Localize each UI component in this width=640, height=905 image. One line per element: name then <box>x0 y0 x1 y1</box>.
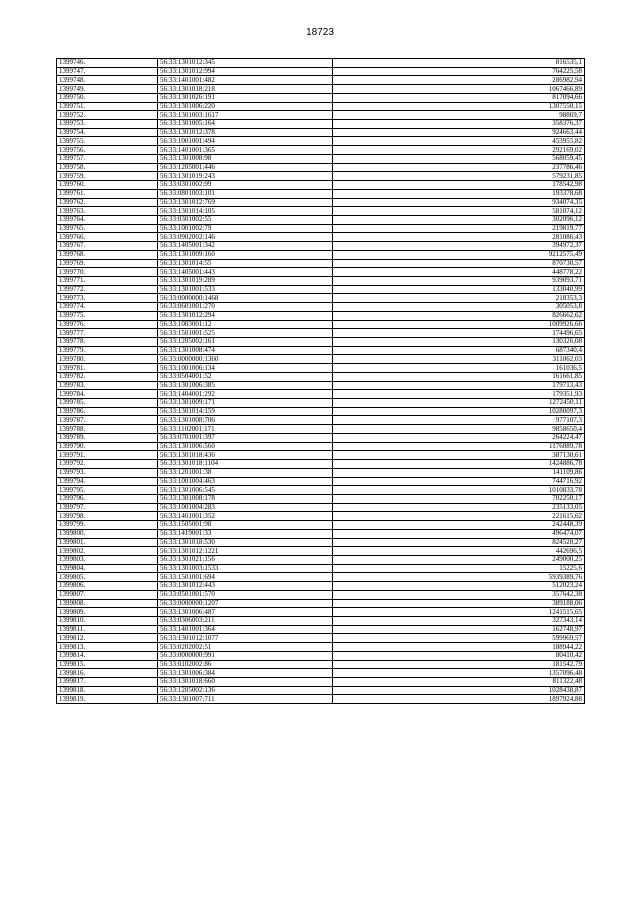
row-number-cell: 1399817. <box>57 678 158 687</box>
cadastral-value-cell: 193378,68 <box>333 189 585 198</box>
table-row <box>57 573 585 582</box>
cadastral-value-cell: 579231,85 <box>333 172 585 181</box>
row-number-cell: 1399791. <box>57 451 158 460</box>
table-row <box>57 503 585 512</box>
cadastral-number-cell: 56:33:1301018:218 <box>158 85 333 94</box>
table-row <box>57 329 585 338</box>
table-row <box>57 686 585 695</box>
table-row <box>57 643 585 652</box>
table-row <box>57 294 585 303</box>
row-number-cell: 1399764. <box>57 215 158 224</box>
table-row <box>57 224 585 233</box>
table-row <box>57 599 585 608</box>
cadastral-value-cell: 9858650,4 <box>333 425 585 434</box>
row-number-cell: 1399802. <box>57 547 158 556</box>
cadastral-number-cell: 56:33:1301012:378 <box>158 128 333 137</box>
row-number-cell: 1399785. <box>57 399 158 408</box>
cadastral-number-cell: 56:33:1301008:706 <box>158 416 333 425</box>
row-number-cell: 1399805. <box>57 573 158 582</box>
row-number-cell: 1399751. <box>57 102 158 111</box>
table-row <box>57 521 585 530</box>
cadastral-value-cell: 1067466,89 <box>333 85 585 94</box>
row-number-cell: 1399749. <box>57 85 158 94</box>
row-number-cell: 1399768. <box>57 250 158 259</box>
cadastral-value-cell: 1424886,78 <box>333 460 585 469</box>
cadastral-value-cell: 568059,45 <box>333 154 585 163</box>
cadastral-value-cell: 599969,57 <box>333 634 585 643</box>
cadastral-value-cell: 10280097,3 <box>333 407 585 416</box>
cadastral-value-cell: 824520,27 <box>333 538 585 547</box>
cadastral-number-cell: 56:33:1301018:1104 <box>158 460 333 469</box>
cadastral-value-cell: 305053,8 <box>333 303 585 312</box>
table-row <box>57 215 585 224</box>
table-row <box>57 67 585 76</box>
row-number-cell: 1399810. <box>57 617 158 626</box>
row-number-cell: 1399762. <box>57 198 158 207</box>
table-row <box>57 582 585 591</box>
cadastral-number-cell: 56:33:1505001:98 <box>158 521 333 530</box>
row-number-cell: 1399787. <box>57 416 158 425</box>
row-number-cell: 1399766. <box>57 233 158 242</box>
row-number-cell: 1399819. <box>57 695 158 704</box>
row-number-cell: 1399786. <box>57 407 158 416</box>
table-row <box>57 625 585 634</box>
cadastral-value-cell: 387130,61 <box>333 451 585 460</box>
cadastral-value-cell: 188944,22 <box>333 643 585 652</box>
table-row <box>57 486 585 495</box>
row-number-cell: 1399750. <box>57 93 158 102</box>
cadastral-value-cell: 286982,94 <box>333 76 585 85</box>
cadastral-number-cell: 56:33:1301009:160 <box>158 250 333 259</box>
row-number-cell: 1399773. <box>57 294 158 303</box>
cadastral-value-cell: 80410,42 <box>333 651 585 660</box>
table-row <box>57 651 585 660</box>
row-number-cell: 1399814. <box>57 651 158 660</box>
row-number-cell: 1399752. <box>57 111 158 120</box>
row-number-cell: 1399779. <box>57 346 158 355</box>
cadastral-number-cell: 56:33:1205002:161 <box>158 338 333 347</box>
cadastral-value-cell: 181542,79 <box>333 660 585 669</box>
cadastral-number-cell: 56:33:1301001:533 <box>158 285 333 294</box>
table-row <box>57 355 585 364</box>
table-row <box>57 477 585 486</box>
cadastral-number-cell: 56:33:1401001:482 <box>158 76 333 85</box>
row-number-cell: 1399748. <box>57 76 158 85</box>
cadastral-number-cell: 56:33:1001004:283 <box>158 503 333 512</box>
cadastral-number-cell: 56:33:1301012:994 <box>158 67 333 76</box>
table-row <box>57 233 585 242</box>
cadastral-value-cell: 302096,12 <box>333 215 585 224</box>
cadastral-value-cell: 1028438,87 <box>333 686 585 695</box>
cadastral-number-cell: 56:33:1301012:294 <box>158 311 333 320</box>
cadastral-value-cell: 512023,24 <box>333 582 585 591</box>
cadastral-number-cell: 56:33:0000000:1360 <box>158 355 333 364</box>
cadastral-number-cell: 56:33:1301003:1533 <box>158 564 333 573</box>
cadastral-number-cell: 56:33:1301019:243 <box>158 172 333 181</box>
row-number-cell: 1399792. <box>57 460 158 469</box>
row-number-cell: 1399799. <box>57 521 158 530</box>
cadastral-value-cell: 179713,43 <box>333 381 585 390</box>
cadastral-value-cell: 15225,6 <box>333 564 585 573</box>
table-row <box>57 311 585 320</box>
table-row <box>57 102 585 111</box>
table-row <box>57 660 585 669</box>
cadastral-value-cell: 161036,5 <box>333 364 585 373</box>
table-row <box>57 181 585 190</box>
cadastral-value-cell: 1241515,65 <box>333 608 585 617</box>
table-row <box>57 564 585 573</box>
cadastral-number-cell: 56:33:1405001:342 <box>158 242 333 251</box>
cadastral-number-cell: 56:33:1501001:694 <box>158 573 333 582</box>
table-row <box>57 407 585 416</box>
cadastral-number-cell: 56:33:1301008:98 <box>158 154 333 163</box>
cadastral-value-cell: 702250,17 <box>333 494 585 503</box>
table-row <box>57 242 585 251</box>
row-number-cell: 1399794. <box>57 477 158 486</box>
cadastral-number-cell: 56:33:1102001:171 <box>158 425 333 434</box>
cadastral-value-cell: 1010833,78 <box>333 486 585 495</box>
row-number-cell: 1399765. <box>57 224 158 233</box>
cadastral-value-cell: 453955,82 <box>333 137 585 146</box>
cadastral-value-cell: 327343,14 <box>333 617 585 626</box>
table-row <box>57 494 585 503</box>
table-row <box>57 634 585 643</box>
cadastral-number-cell: 56:33:1301026:191 <box>158 93 333 102</box>
row-number-cell: 1399797. <box>57 503 158 512</box>
cadastral-value-cell: 133040,99 <box>333 285 585 294</box>
table-row <box>57 268 585 277</box>
row-number-cell: 1399775. <box>57 311 158 320</box>
table-row <box>57 399 585 408</box>
cadastral-value-cell: 817094,66 <box>333 93 585 102</box>
table-row <box>57 390 585 399</box>
table-row <box>57 372 585 381</box>
cadastral-number-cell: 56:33:1301006:487 <box>158 608 333 617</box>
row-number-cell: 1399798. <box>57 512 158 521</box>
row-number-cell: 1399812. <box>57 634 158 643</box>
row-number-cell: 1399809. <box>57 608 158 617</box>
cadastral-value-cell: 934074,35 <box>333 198 585 207</box>
cadastral-number-cell: 56:33:0102002:86 <box>158 660 333 669</box>
row-number-cell: 1399803. <box>57 555 158 564</box>
table-row <box>57 146 585 155</box>
table-row <box>57 538 585 547</box>
page-number: 18723 <box>306 27 334 38</box>
row-number-cell: 1399746. <box>57 59 158 68</box>
row-number-cell: 1399778. <box>57 338 158 347</box>
table-row <box>57 416 585 425</box>
table-row <box>57 189 585 198</box>
cadastral-value-cell: 178542,98 <box>333 181 585 190</box>
table-row <box>57 381 585 390</box>
cadastral-number-cell: 56:33:1405001:443 <box>158 268 333 277</box>
row-number-cell: 1399804. <box>57 564 158 573</box>
row-number-cell: 1399772. <box>57 285 158 294</box>
row-number-cell: 1399777. <box>57 329 158 338</box>
cadastral-value-cell: 162748,97 <box>333 625 585 634</box>
row-number-cell: 1399815. <box>57 660 158 669</box>
cadastral-number-cell: 56:33:1001002:79 <box>158 224 333 233</box>
cadastral-value-cell: 358376,37 <box>333 120 585 129</box>
table-row <box>57 154 585 163</box>
cadastral-value-cell: 9212575,49 <box>333 250 585 259</box>
row-number-cell: 1399771. <box>57 276 158 285</box>
cadastral-number-cell: 56:33:1301012:1077 <box>158 634 333 643</box>
cadastral-number-cell: 56:33:0301002:55 <box>158 215 333 224</box>
cadastral-number-cell: 56:33:1205001:446 <box>158 163 333 172</box>
cadastral-value-cell: 311062,03 <box>333 355 585 364</box>
row-number-cell: 1399759. <box>57 172 158 181</box>
cadastral-number-cell: 56:33:1301006:385 <box>158 381 333 390</box>
cadastral-number-cell: 56:33:1401001:352 <box>158 512 333 521</box>
cadastral-value-cell: 235133,05 <box>333 503 585 512</box>
cadastral-value-cell: 218353,3 <box>333 294 585 303</box>
cadastral-value-cell: 816535,1 <box>333 59 585 68</box>
cadastral-number-cell: 56:33:0701001:397 <box>158 433 333 442</box>
cadastral-value-cell: 1272450,11 <box>333 399 585 408</box>
row-number-cell: 1399763. <box>57 207 158 216</box>
row-number-cell: 1399816. <box>57 669 158 678</box>
row-number-cell: 1399784. <box>57 390 158 399</box>
row-number-cell: 1399756. <box>57 146 158 155</box>
table-row <box>57 460 585 469</box>
cadastral-number-cell: 56:33:1301012:345 <box>158 59 333 68</box>
table-row <box>57 120 585 129</box>
row-number-cell: 1399811. <box>57 625 158 634</box>
cadastral-value-cell: 870730,57 <box>333 259 585 268</box>
cadastral-value-cell: 496474,07 <box>333 529 585 538</box>
cadastral-number-cell: 56:33:0306003:211 <box>158 617 333 626</box>
table-row <box>57 442 585 451</box>
row-number-cell: 1399788. <box>57 425 158 434</box>
table-row <box>57 512 585 521</box>
cadastral-value-cell: 292169,02 <box>333 146 585 155</box>
cadastral-number-cell: 56:33:1301012:443 <box>158 582 333 591</box>
cadastral-value-cell: 237786,46 <box>333 163 585 172</box>
table-row <box>57 207 585 216</box>
cadastral-number-cell: 56:33:0301002:99 <box>158 181 333 190</box>
cadastral-number-cell: 56:33:1301012:769 <box>158 198 333 207</box>
cadastral-value-cell: 179351,93 <box>333 390 585 399</box>
cadastral-number-cell: 56:33:1001006:134 <box>158 364 333 373</box>
cadastral-number-cell: 56:33:1401001:365 <box>158 146 333 155</box>
cadastral-value-cell: 389188,06 <box>333 599 585 608</box>
table-row <box>57 128 585 137</box>
cadastral-number-cell: 56:33:0902002:146 <box>158 233 333 242</box>
cadastral-value-cell: 141109,86 <box>333 468 585 477</box>
cadastral-number-cell: 56:33:1003001:12 <box>158 320 333 329</box>
cadastral-number-cell: 56:33:1301009:171 <box>158 399 333 408</box>
cadastral-number-cell: 56:33:1301019:289 <box>158 276 333 285</box>
cadastral-number-cell: 56:33:0601001:270 <box>158 303 333 312</box>
cadastral-number-cell: 56:33:1205002:136 <box>158 686 333 695</box>
cadastral-number-cell: 56:33:0000000:991 <box>158 651 333 660</box>
cadastral-number-cell: 56:33:1301018:530 <box>158 538 333 547</box>
row-number-cell: 1399758. <box>57 163 158 172</box>
table-row <box>57 364 585 373</box>
table-row <box>57 285 585 294</box>
table-row <box>57 163 585 172</box>
table-row <box>57 590 585 599</box>
row-number-cell: 1399789. <box>57 433 158 442</box>
row-number-cell: 1399813. <box>57 643 158 652</box>
row-number-cell: 1399796. <box>57 494 158 503</box>
row-number-cell: 1399769. <box>57 259 158 268</box>
table-row <box>57 198 585 207</box>
table-row <box>57 85 585 94</box>
cadastral-value-cell: 264224,47 <box>333 433 585 442</box>
table-row <box>57 338 585 347</box>
cadastral-number-cell: 56:33:1301007:711 <box>158 695 333 704</box>
cadastral-value-cell: 357642,38 <box>333 590 585 599</box>
row-number-cell: 1399783. <box>57 381 158 390</box>
table-row <box>57 93 585 102</box>
cadastral-value-cell: 826662,62 <box>333 311 585 320</box>
cadastral-number-cell: 56:33:1301014:105 <box>158 207 333 216</box>
cadastral-value-cell: 394972,37 <box>333 242 585 251</box>
row-number-cell: 1399795. <box>57 486 158 495</box>
cadastral-number-cell: 56:33:1401001:364 <box>158 625 333 634</box>
row-number-cell: 1399755. <box>57 137 158 146</box>
cadastral-value-cell: 1897924,88 <box>333 695 585 704</box>
table-body <box>57 59 585 704</box>
cadastral-number-cell: 56:33:1001001:494 <box>158 137 333 146</box>
row-number-cell: 1399767. <box>57 242 158 251</box>
table-row <box>57 425 585 434</box>
table-row <box>57 678 585 687</box>
row-number-cell: 1399753. <box>57 120 158 129</box>
cadastral-value-cell: 442696,5 <box>333 547 585 556</box>
cadastral-value-cell: 744716,92 <box>333 477 585 486</box>
cadastral-value-cell: 5939389,76 <box>333 573 585 582</box>
cadastral-number-cell: 56:33:1301018:436 <box>158 451 333 460</box>
cadastral-number-cell: 56:33:0801003:101 <box>158 189 333 198</box>
row-number-cell: 1399808. <box>57 599 158 608</box>
cadastral-value-cell: 581074,12 <box>333 207 585 216</box>
table-row <box>57 76 585 85</box>
cadastral-number-cell: 56:33:1301003:1617 <box>158 111 333 120</box>
cadastral-value-cell: 130326,08 <box>333 338 585 347</box>
row-number-cell: 1399760. <box>57 181 158 190</box>
row-number-cell: 1399806. <box>57 582 158 591</box>
cadastral-value-cell: 1009926,66 <box>333 320 585 329</box>
cadastral-number-cell: 56:33:1301014:159 <box>158 407 333 416</box>
cadastral-value-cell: 242448,39 <box>333 521 585 530</box>
cadastral-number-cell: 56:33:1301008:178 <box>158 494 333 503</box>
cadastral-value-cell: 1357096,48 <box>333 669 585 678</box>
table-row <box>57 111 585 120</box>
row-number-cell: 1399754. <box>57 128 158 137</box>
cadastral-number-cell: 56:33:1301012:1221 <box>158 547 333 556</box>
cadastral-number-cell: 56:33:1001004:463 <box>158 477 333 486</box>
cadastral-value-cell: 977107,3 <box>333 416 585 425</box>
table-row <box>57 250 585 259</box>
table-row <box>57 276 585 285</box>
row-number-cell: 1399747. <box>57 67 158 76</box>
cadastral-value-cell: 174496,65 <box>333 329 585 338</box>
cadastral-number-cell: 56:33:0501001:570 <box>158 590 333 599</box>
row-number-cell: 1399782. <box>57 372 158 381</box>
row-number-cell: 1399776. <box>57 320 158 329</box>
cadastral-value-cell: 281086,43 <box>333 233 585 242</box>
table-row <box>57 172 585 181</box>
row-number-cell: 1399780. <box>57 355 158 364</box>
cadastral-number-cell: 56:33:1301006:220 <box>158 102 333 111</box>
cadastral-value-table <box>56 58 585 704</box>
cadastral-number-cell: 56:33:1301006:545 <box>158 486 333 495</box>
table-row <box>57 59 585 68</box>
cadastral-number-cell: 56:33:1301014:55 <box>158 259 333 268</box>
table-row <box>57 547 585 556</box>
row-number-cell: 1399800. <box>57 529 158 538</box>
table-row <box>57 433 585 442</box>
table-row <box>57 529 585 538</box>
cadastral-value-cell: 221615,62 <box>333 512 585 521</box>
row-number-cell: 1399781. <box>57 364 158 373</box>
cadastral-number-cell: 56:33:0000000:1207 <box>158 599 333 608</box>
table-row <box>57 468 585 477</box>
cadastral-value-cell: 811322,48 <box>333 678 585 687</box>
cadastral-number-cell: 56:33:1419001:33 <box>158 529 333 538</box>
row-number-cell: 1399807. <box>57 590 158 599</box>
row-number-cell: 1399757. <box>57 154 158 163</box>
cadastral-number-cell: 56:33:1301006:384 <box>158 669 333 678</box>
table-row <box>57 259 585 268</box>
row-number-cell: 1399818. <box>57 686 158 695</box>
table-row <box>57 608 585 617</box>
row-number-cell: 1399801. <box>57 538 158 547</box>
cadastral-value-cell: 161661,85 <box>333 372 585 381</box>
cadastral-value-cell: 687340,4 <box>333 346 585 355</box>
cadastral-number-cell: 56:33:0000000:1468 <box>158 294 333 303</box>
cadastral-number-cell: 56:33:1201001:38 <box>158 468 333 477</box>
table-row <box>57 555 585 564</box>
cadastral-number-cell: 56:33:1301008:474 <box>158 346 333 355</box>
row-number-cell: 1399770. <box>57 268 158 277</box>
row-number-cell: 1399790. <box>57 442 158 451</box>
table-row <box>57 137 585 146</box>
table-row <box>57 320 585 329</box>
row-number-cell: 1399761. <box>57 189 158 198</box>
table-row <box>57 303 585 312</box>
table-row <box>57 617 585 626</box>
cadastral-value-cell: 219819,77 <box>333 224 585 233</box>
cadastral-number-cell: 56:33:0504001:52 <box>158 372 333 381</box>
cadastral-number-cell: 56:33:1301021:156 <box>158 555 333 564</box>
cadastral-value-cell: 924663,44 <box>333 128 585 137</box>
cadastral-value-cell: 1176089,78 <box>333 442 585 451</box>
cadastral-value-cell: 249000,25 <box>333 555 585 564</box>
cadastral-number-cell: 56:33:1301018:660 <box>158 678 333 687</box>
table-row <box>57 695 585 704</box>
row-number-cell: 1399774. <box>57 303 158 312</box>
table-row <box>57 346 585 355</box>
cadastral-number-cell: 56:33:1301005:164 <box>158 120 333 129</box>
row-number-cell: 1399793. <box>57 468 158 477</box>
cadastral-value-cell: 1307550,15 <box>333 102 585 111</box>
table-row <box>57 451 585 460</box>
table-row <box>57 669 585 678</box>
cadastral-number-cell: 56:33:0202002:51 <box>158 643 333 652</box>
cadastral-value-cell: 764225,58 <box>333 67 585 76</box>
cadastral-value-cell: 98869,7 <box>333 111 585 120</box>
cadastral-number-cell: 56:33:1404001:292 <box>158 390 333 399</box>
cadastral-number-cell: 56:33:1301006:560 <box>158 442 333 451</box>
cadastral-number-cell: 56:33:1501001:525 <box>158 329 333 338</box>
cadastral-value-cell: 448778,22 <box>333 268 585 277</box>
cadastral-value-cell: 939093,71 <box>333 276 585 285</box>
